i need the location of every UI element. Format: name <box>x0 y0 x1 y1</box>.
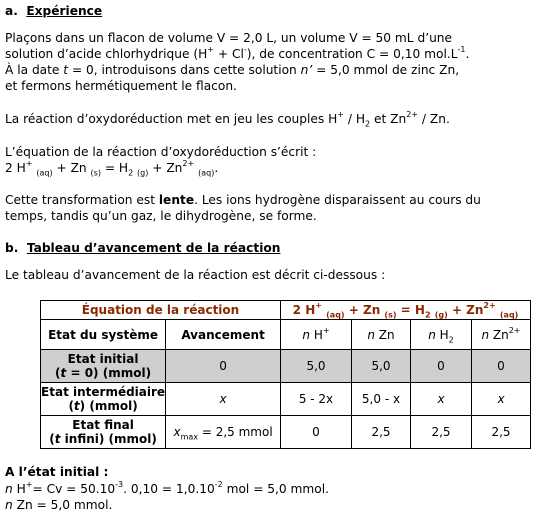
p1-line3: À la date t = 0, introduisons dans cette solution n’ = 5,0 mmol de zinc Zn, <box>5 63 460 77</box>
table-cell: 0 <box>411 350 472 383</box>
table-row <box>41 350 531 383</box>
header-advancement: Avancement <box>166 320 281 350</box>
table-cell: 0 <box>281 416 352 449</box>
equation-row <box>41 301 531 320</box>
section-b-heading <box>5 241 280 256</box>
table-cell: x <box>411 383 472 416</box>
initial-line2: n Zn = 5,0 mmol. <box>5 498 113 512</box>
initial-state-title: A l’état initial : <box>5 465 109 479</box>
p4-line1: Cette transformation est lente. Les ions hydrogène disparaissent au cours du <box>5 193 481 207</box>
equation-label: Équation de la réaction <box>41 301 281 320</box>
section-b-letter: b. <box>5 241 19 255</box>
table-cell: 5 - 2x <box>281 383 352 416</box>
table-cell: 2,5 <box>472 416 531 449</box>
table-cell: 5,0 <box>281 350 352 383</box>
table-cell: x <box>166 383 281 416</box>
table-cell: x <box>472 383 531 416</box>
table-cell: 5,0 <box>352 350 411 383</box>
advancement-table <box>40 300 531 449</box>
section-a-title: Expérience <box>26 4 103 18</box>
section-b-intro: Le tableau d’avancement de la réaction est décrit ci-dessous : <box>5 268 386 282</box>
equation-formula: 2 H+ $_{(aq)}$ + Zn $_{(s)} = H_2$ $_{(g)} + Zn^{2+}$ $_{(aq)}$ <box>281 301 531 320</box>
reaction-equation: 2 H+ $_{(aq)}$ + Zn $_{(s)} = H_2$ $_{(g)} + Zn^{2+}$ $_{(aq)}$. <box>5 158 219 178</box>
table-cell: 5,0 - x <box>352 383 411 416</box>
row-final-label: Etat final (t infini) (mmol) <box>41 416 166 449</box>
header-nH: n H+ <box>281 320 352 350</box>
p1-line2: solution d’acide chlorhydrique (H+ + Cl-), de concentration C = 0,10 $mol.L^{-1}$. <box>5 44 470 61</box>
row-intermediate-label: Etat intermédiaire (t) (mmol) <box>41 383 166 416</box>
p3-line1: L’équation de la réaction d’oxydoréduction s’écrit : <box>5 145 317 159</box>
table-row <box>41 383 531 416</box>
p2-line: La réaction d’oxydoréduction met en jeu les couples $H^+ / H_2$ et $Zn^{2+}$ / Zn. <box>5 109 450 129</box>
p1-line1: Plaçons dans un flacon de volume V = 2,0 L, un volume V = 50 mL d’une <box>5 31 453 45</box>
header-nZn2: n $Zn^{2+}$ <box>472 320 531 350</box>
row-initial-label: Etat initial (t = 0) (mmol) <box>41 350 166 383</box>
p4-line2: temps, tandis qu’un gaz, le dihydrogène, se forme. <box>5 209 317 223</box>
table-cell: 2,5 <box>411 416 472 449</box>
initial-line1: n $H^+= Cv = 50.10^{-3}$. $0,10 = 1,0.10^{-2}$ mol = 5,0 mmol. <box>5 479 330 496</box>
table-cell: 0 <box>472 350 531 383</box>
xmax-cell: $x_{max} = 2,5$ mmol <box>166 416 281 449</box>
section-a-heading <box>5 4 102 19</box>
p1-line4: et fermons hermétiquement le flacon. <box>5 79 237 93</box>
header-nH2: n $H_2$ <box>411 320 472 350</box>
header-row <box>41 320 531 350</box>
table-cell: 2,5 <box>352 416 411 449</box>
section-a-letter: a. <box>5 4 18 18</box>
header-nZn: n Zn <box>352 320 411 350</box>
table-cell: 0 <box>166 350 281 383</box>
header-state: Etat du système <box>41 320 166 350</box>
table-row <box>41 416 531 449</box>
section-b-title: Tableau d’avancement de la réaction <box>26 241 281 255</box>
